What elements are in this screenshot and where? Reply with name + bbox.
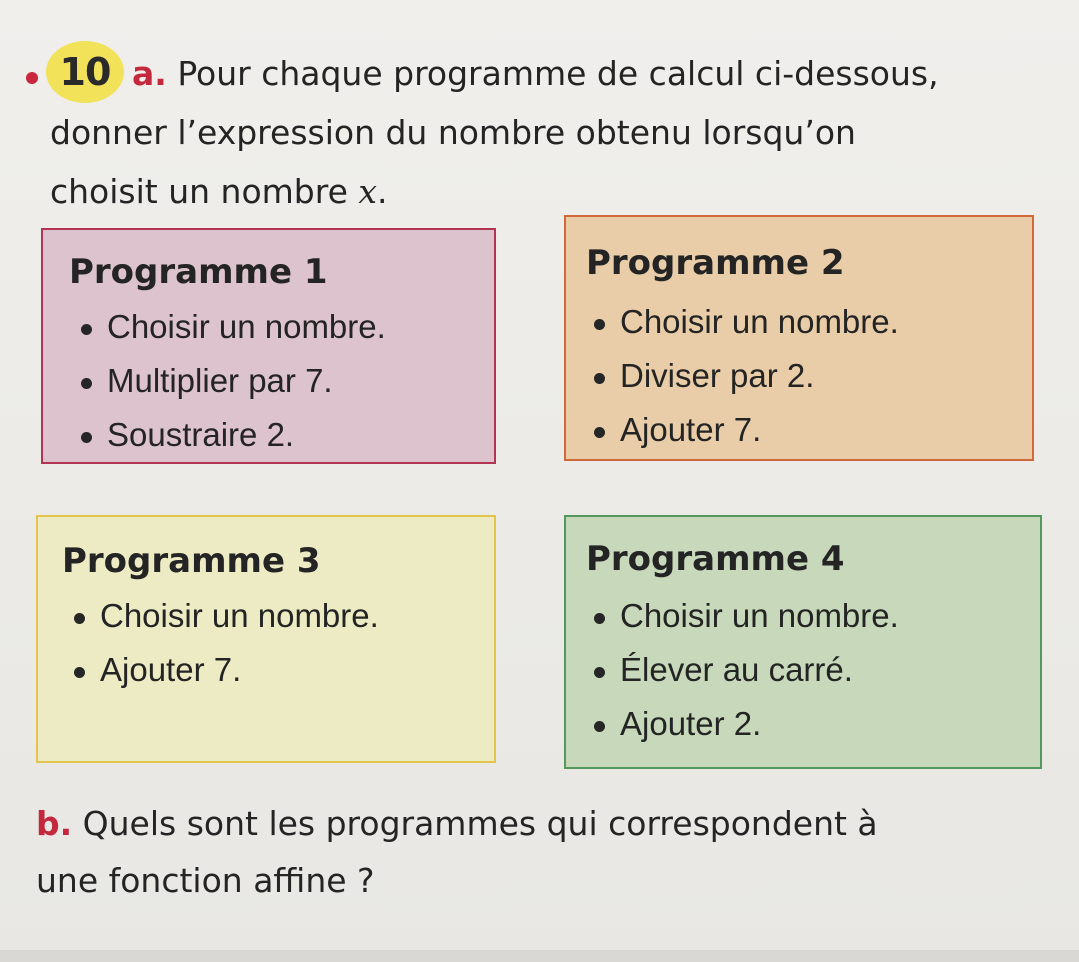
question-a-line3: choisit un nombre: [50, 172, 359, 211]
question-b-letter: b.: [36, 804, 73, 843]
program-step: Multiplier par 7.: [81, 354, 386, 408]
program-step: Ajouter 2.: [594, 697, 899, 751]
question-b-line1: Quels sont les programmes qui correspondent à: [82, 804, 878, 843]
program-step: Choisir un nombre.: [81, 300, 386, 354]
exercise-marker-dot: [26, 72, 38, 84]
question-a-line2: donner l’expression du nombre obtenu lorsqu’on: [50, 113, 856, 152]
program-box-3: [36, 515, 496, 763]
program-step: Diviser par 2.: [594, 349, 899, 403]
program-title: Programme 4: [586, 539, 845, 579]
question-a: [50, 44, 1050, 221]
page-bottom-edge: [0, 950, 1079, 962]
program-title: Programme 3: [62, 541, 321, 581]
question-b-line2: une fonction affine ?: [36, 861, 375, 900]
program-step: Ajouter 7.: [74, 643, 379, 697]
program-box-4: [564, 515, 1042, 769]
program-steps: [594, 589, 899, 751]
program-steps: [74, 589, 379, 697]
question-b: [36, 795, 1066, 909]
variable-x: x: [358, 172, 377, 211]
program-step: Choisir un nombre.: [74, 589, 379, 643]
program-title: Programme 1: [69, 252, 328, 292]
program-box-2: [564, 215, 1034, 461]
question-a-letter: a.: [132, 54, 167, 93]
program-title: Programme 2: [586, 243, 845, 283]
exercise-number-badge: 10: [46, 41, 124, 103]
program-box-1: [41, 228, 496, 464]
program-steps: [594, 295, 899, 457]
program-step: Ajouter 7.: [594, 403, 899, 457]
program-step: Soustraire 2.: [81, 408, 386, 462]
program-step: Choisir un nombre.: [594, 589, 899, 643]
program-step: Élever au carré.: [594, 643, 899, 697]
question-a-period: .: [377, 172, 388, 211]
program-step: Choisir un nombre.: [594, 295, 899, 349]
question-a-line1: Pour chaque programme de calcul ci-dessous,: [177, 54, 939, 93]
program-steps: [81, 300, 386, 462]
